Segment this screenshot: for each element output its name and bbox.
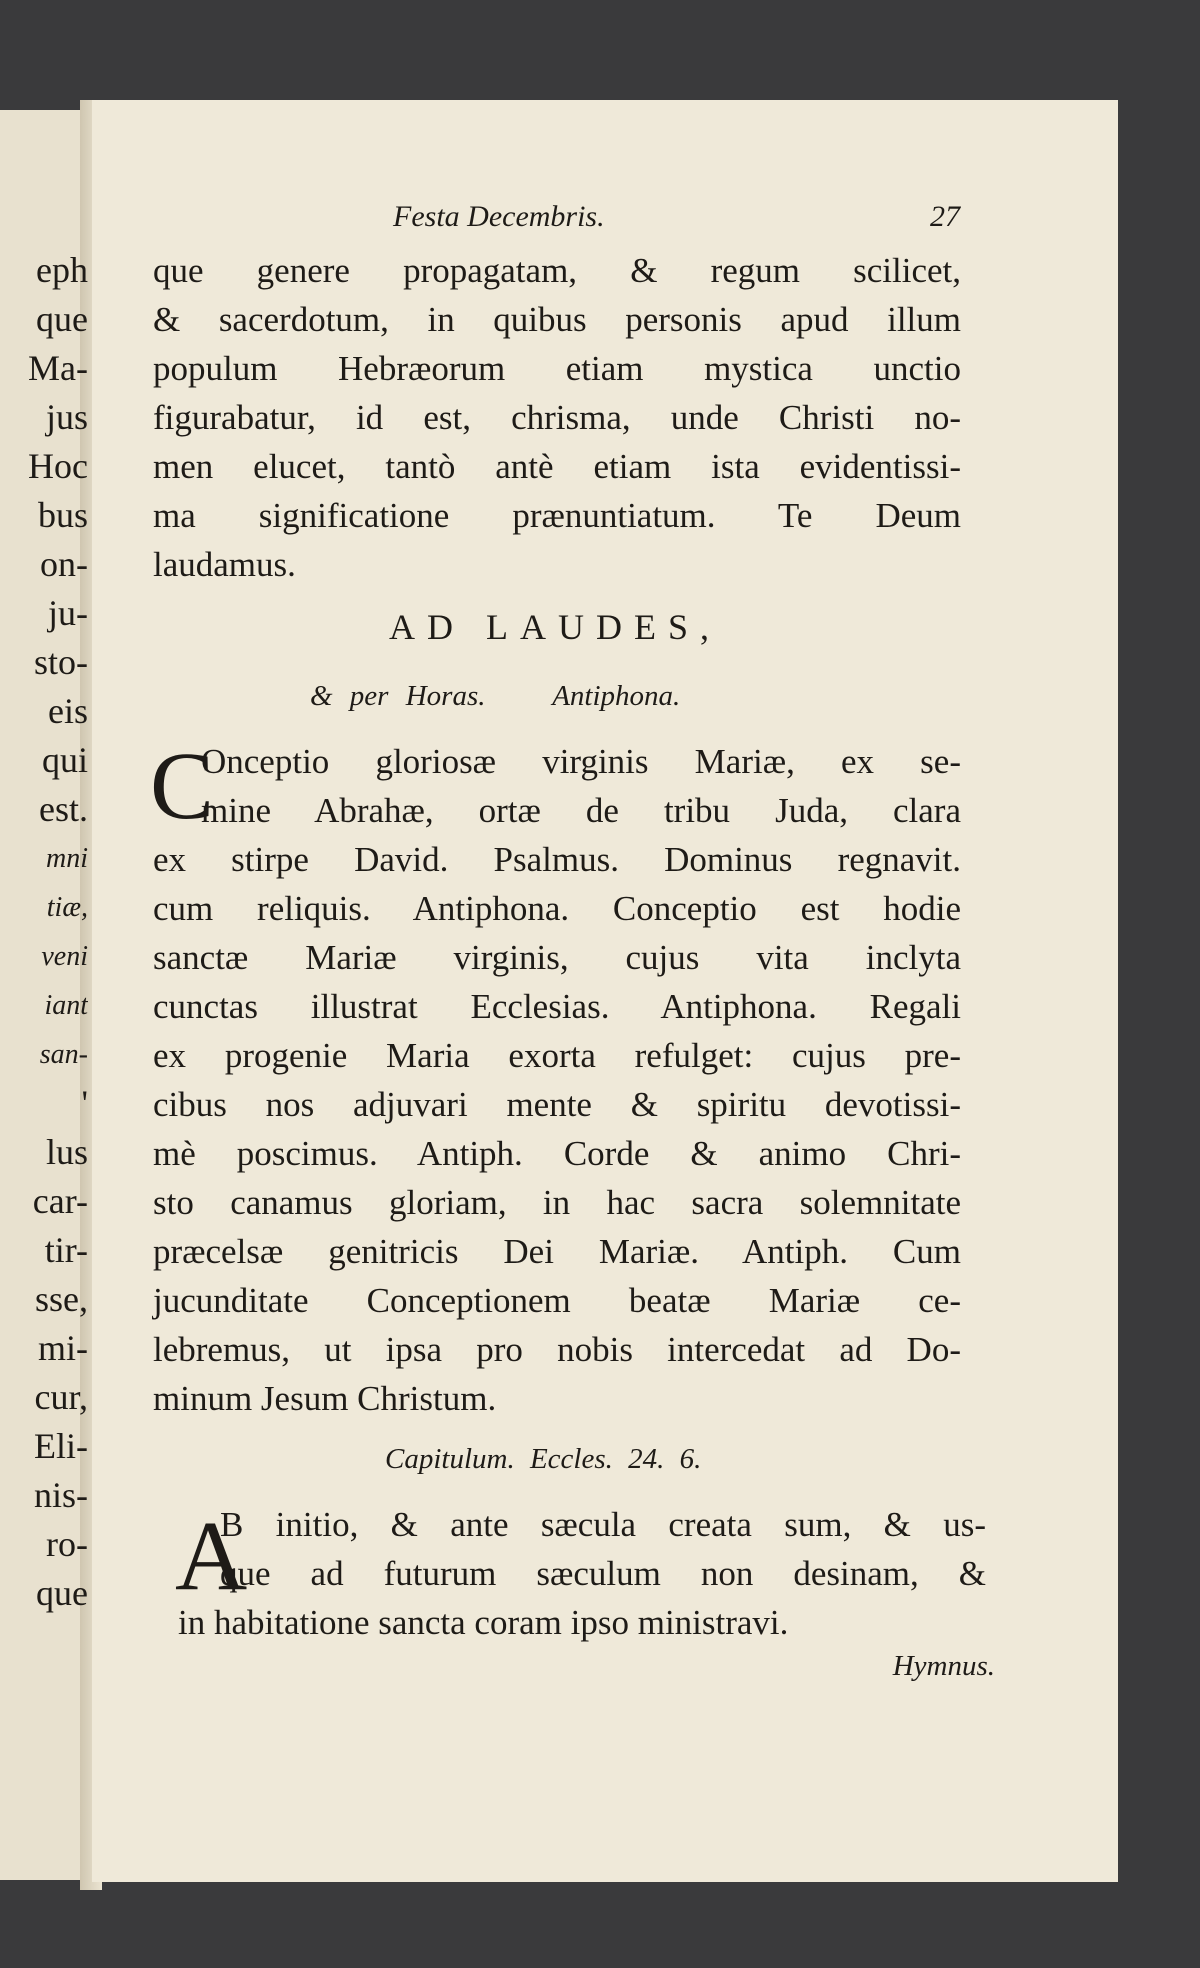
left-page-fragment: bus [37,495,88,535]
left-page-fragment: qui [41,740,88,780]
text-line: mè poscimus. Antiph. Corde & animo Chri- [153,1134,961,1173]
text-line: sto canamus gloriam, in hac sacra solemnitate [153,1183,961,1222]
left-page-fragment: eph [36,250,88,290]
text-line: que ad futurum sæculum non desinam, & [220,1554,986,1593]
text-line: lebremus, ut ipsa pro nobis intercedat ad Do- [153,1330,961,1369]
text-line: populum Hebræorum etiam mystica unctio [153,349,961,388]
left-page-fragment: que [36,1573,88,1613]
left-page-fragment: ro- [46,1524,88,1564]
text-line: cum reliquis. Antiphona. Conceptio est hodie [153,889,961,928]
left-page-fragment: est. [39,789,88,829]
left-page-fragment: on- [40,544,88,584]
text-line: mine Abrahæ, ortæ de tribu Juda, clara [201,791,961,830]
left-page-fragment: san- [39,1039,88,1070]
left-page-fragment: jus [45,397,88,437]
subheading-hours: & per Horas. [310,680,486,712]
left-page-fragment: eis [48,691,88,731]
text-line: figurabatur, id est, chrisma, unde Christi no- [153,398,961,437]
left-page-fragment: Hoc [28,446,88,486]
left-page-fragment: sse, [35,1279,88,1319]
text-line: sanctæ Mariæ virginis, cujus vita inclyta [153,938,961,977]
text-line: men elucet, tantò antè etiam ista evidentissi- [153,447,961,486]
text-line: jucunditate Conceptionem beatæ Mariæ ce- [153,1281,961,1320]
catchword: Hymnus. [892,1650,995,1682]
left-page-fragment: tiæ, [46,892,88,923]
text-line: minum Jesum Christum. [153,1379,497,1418]
left-page-fragment: sto- [34,642,88,682]
left-page-fragment: ' [81,1083,88,1123]
left-page-fragment: iant [44,990,88,1021]
paragraph-1 [153,246,961,589]
subheading-antiphona: Antiphona. [552,680,681,712]
text-line: cibus nos adjuvari mente & spiritu devotissi- [153,1085,961,1124]
text-line: laudamus. [153,545,296,584]
text-line: ma significatione prænuntiatum. Te Deum [153,496,961,535]
left-page-fragment: nis- [34,1475,88,1515]
text-line: Onceptio gloriosæ virginis Mariæ, ex se- [201,742,961,781]
paragraph-2 [153,737,961,1423]
left-page-fragment: que [36,299,88,339]
text-line: B initio, & ante sæcula creata sum, & us- [220,1505,986,1544]
left-page-fragment: car- [32,1181,88,1221]
left-page-fragment: Ma- [28,348,88,388]
left-page-fragment: veni [41,941,88,972]
paragraph-3 [178,1500,986,1647]
text-line: præcelsæ genitricis Dei Mariæ. Antiph. Cum [153,1232,961,1271]
subheading [310,680,730,713]
left-page-fragment: ju- [48,593,88,633]
running-title: Festa Decembris. [393,200,605,233]
text-line: ex stirpe David. Psalmus. Dominus regnavit. [153,840,961,879]
drop-cap-a: A [175,1500,248,1611]
drop-cap-c: C [150,732,215,839]
text-line: ex progenie Maria exorta refulget: cujus pre- [153,1036,961,1075]
left-page-fragments [0,246,88,1618]
text-line: cunctas illustrat Ecclesias. Antiphona. Regali [153,987,961,1026]
left-page-fragment: mi- [38,1328,88,1368]
capitulum-heading: Capitulum. Eccles. 24. 6. [385,1443,702,1475]
text-line: que genere propagatam, & regum scilicet, [153,251,961,290]
text-line: in habitatione sancta coram ipso ministravi. [178,1603,789,1642]
left-page-fragment: Eli- [34,1426,88,1466]
left-page-fragment: lus [45,1132,88,1172]
left-page-fragment: cur, [34,1377,88,1417]
left-page-fragment: tir- [44,1230,88,1270]
section-heading: AD LAUDES, [389,607,721,647]
left-page-fragment: mni [46,843,88,874]
running-header [150,200,960,244]
text-line: & sacerdotum, in quibus personis apud illum [153,300,961,339]
page-number: 27 [930,200,960,233]
